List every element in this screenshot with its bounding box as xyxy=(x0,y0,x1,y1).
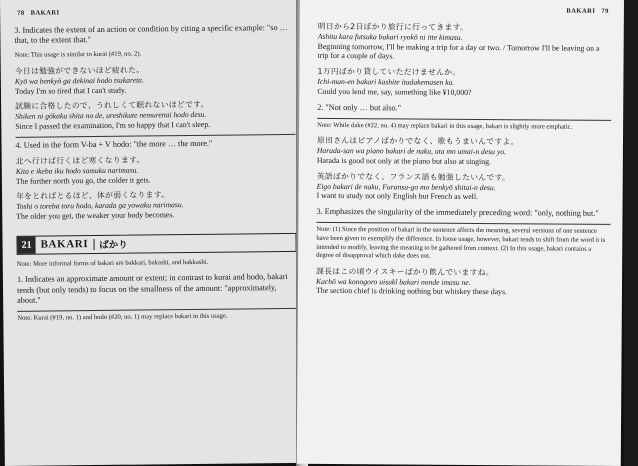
running-head-title: BAKARI xyxy=(30,9,60,17)
example-romaji: Kita e ikeba iku hodo samuku narimasu. xyxy=(15,165,139,176)
example-english: The section chief is drinking nothing but whiskey these days. xyxy=(315,286,507,297)
example-romaji: Kachō wa konogoro uisukī bakari nonde imasu ne. xyxy=(315,276,471,287)
example-english: Could you lend me, say, something like ¥10,000? xyxy=(317,86,472,97)
example-romaji: Toshi o toreba toru hodo, karada ga yowaku narimasu. xyxy=(16,200,184,212)
usage-note: Note: While dake (#22, no. 4) may replace bakari in this usage, bakari is slightly more emphatic. xyxy=(317,118,611,133)
usage-item-3: 3. Emphasizes the singularity of the immediately preceding word: "only, nothing but." xyxy=(316,207,599,218)
example-english: Today I'm so tired that I can't study. xyxy=(14,85,127,96)
scan-edge xyxy=(624,0,638,466)
example-english: The further north you go, the colder it gets. xyxy=(15,175,151,186)
example-japanese: 課長はこの頃ウイスキーばかり飲んでいますね。 xyxy=(316,266,494,277)
usage-item-2: 2. "Not only … but also." xyxy=(317,102,402,113)
forms-note: Note: More informal forms of bakari are bakkari, bakashi, and bakkashi. xyxy=(16,258,209,268)
example-japanese: 北へ行けば行くほど寒くなります。 xyxy=(15,155,145,166)
entry-kana: ばかり xyxy=(99,239,128,252)
usage-item-1: 1. Indicates an approximate amount or extent; in contrast to kurai and hodo, bakari tends (but only tends) to focus on the smallness of the amount: "approximately, about." xyxy=(16,272,288,305)
example-english: Harada is good not only at the piano but also at singing. xyxy=(316,155,492,167)
left-page xyxy=(0,0,313,466)
entry-heading xyxy=(16,233,296,255)
usage-note: Note: (1) Since the position of bakari in the sentence affects the meaning, several versions of one sentence have been given to exemplify the difference. In loose usage, however, bakari tends to shift from the word it is intended to modify, leaving the meaning to be gathered from context. (2) In this usage, bakari contains a degree of disapproval which dake does not. xyxy=(316,222,610,262)
example-japanese: 明日から2日ばかり旅行に行ってきます。 xyxy=(317,21,469,32)
usage-item-4: 4. Used in the form V-ba + V hodo: "the more … the more." xyxy=(15,134,295,151)
entry-title: BAKARI xyxy=(40,238,89,251)
example-romaji: Ichi-man-en bakari kashite itadakemasen ka. xyxy=(317,77,455,88)
page-number: 78 xyxy=(17,9,25,17)
entry-number: 21 xyxy=(17,236,35,253)
running-head-right xyxy=(318,6,612,18)
example-japanese: 年をとればとるほど、体が弱くなります。 xyxy=(16,190,170,202)
example-romaji: Shiken ni gōkaku shita no de, ureshikute nemurenai hodo desu. xyxy=(15,110,207,122)
running-head-title: BAKARI xyxy=(566,7,596,15)
example-romaji: Harada-san wa piano bakari de naku, uta mo umai-n desu yo. xyxy=(316,146,506,157)
page-number: 79 xyxy=(601,7,609,15)
example-english: The older you get, the weaker your body becomes. xyxy=(16,210,175,221)
usage-item-3: 3. Indicates the extent of an action or condition by citing a specific example: "so … that, to the extent that." xyxy=(14,22,288,46)
example-japanese: 英語ばかりでなく、フランス語も勉強したいんです。 xyxy=(316,171,511,182)
example-japanese: 原田さんはピアノばかりでなく、歌もうまいんですよ。 xyxy=(316,136,519,147)
example-romaji: Kyō wa benkyō ga dekinai hodo tsukareta. xyxy=(14,75,144,86)
example-romaji: Ashita kara futsuka bakari ryokō ni itte kimasu. xyxy=(317,31,463,42)
usage-note: Note: Kurai (#19, no. 1) and hodo (#20, no. 1) may replace bakari in this usage. xyxy=(17,308,297,324)
example-romaji: Eigo bakari de naku, Furansu-go mo benkyō shitai-n desu. xyxy=(316,181,496,192)
example-japanese: 試験に合格したので、うれしくて眠れないほどです。 xyxy=(15,100,209,112)
example-japanese: 1万円ばかり貸していただけませんか。 xyxy=(317,67,461,78)
usage-note: Note: This usage is similar to kurai (#19, no. 2). xyxy=(14,50,142,60)
example-english: Since I passed the examination, I'm so happy that I can't sleep. xyxy=(15,119,211,131)
running-head-left xyxy=(14,7,294,20)
example-japanese: 今日は勉強ができないほど疲れた。 xyxy=(14,65,145,76)
right-page xyxy=(297,0,624,466)
example-english: Beginning tomorrow, I'll be making a trip for a day or two. / Tomorrow I'll be leaving on a trip for a couple of days. xyxy=(317,41,600,61)
example-english: I want to study not only English but French as well. xyxy=(316,191,478,202)
